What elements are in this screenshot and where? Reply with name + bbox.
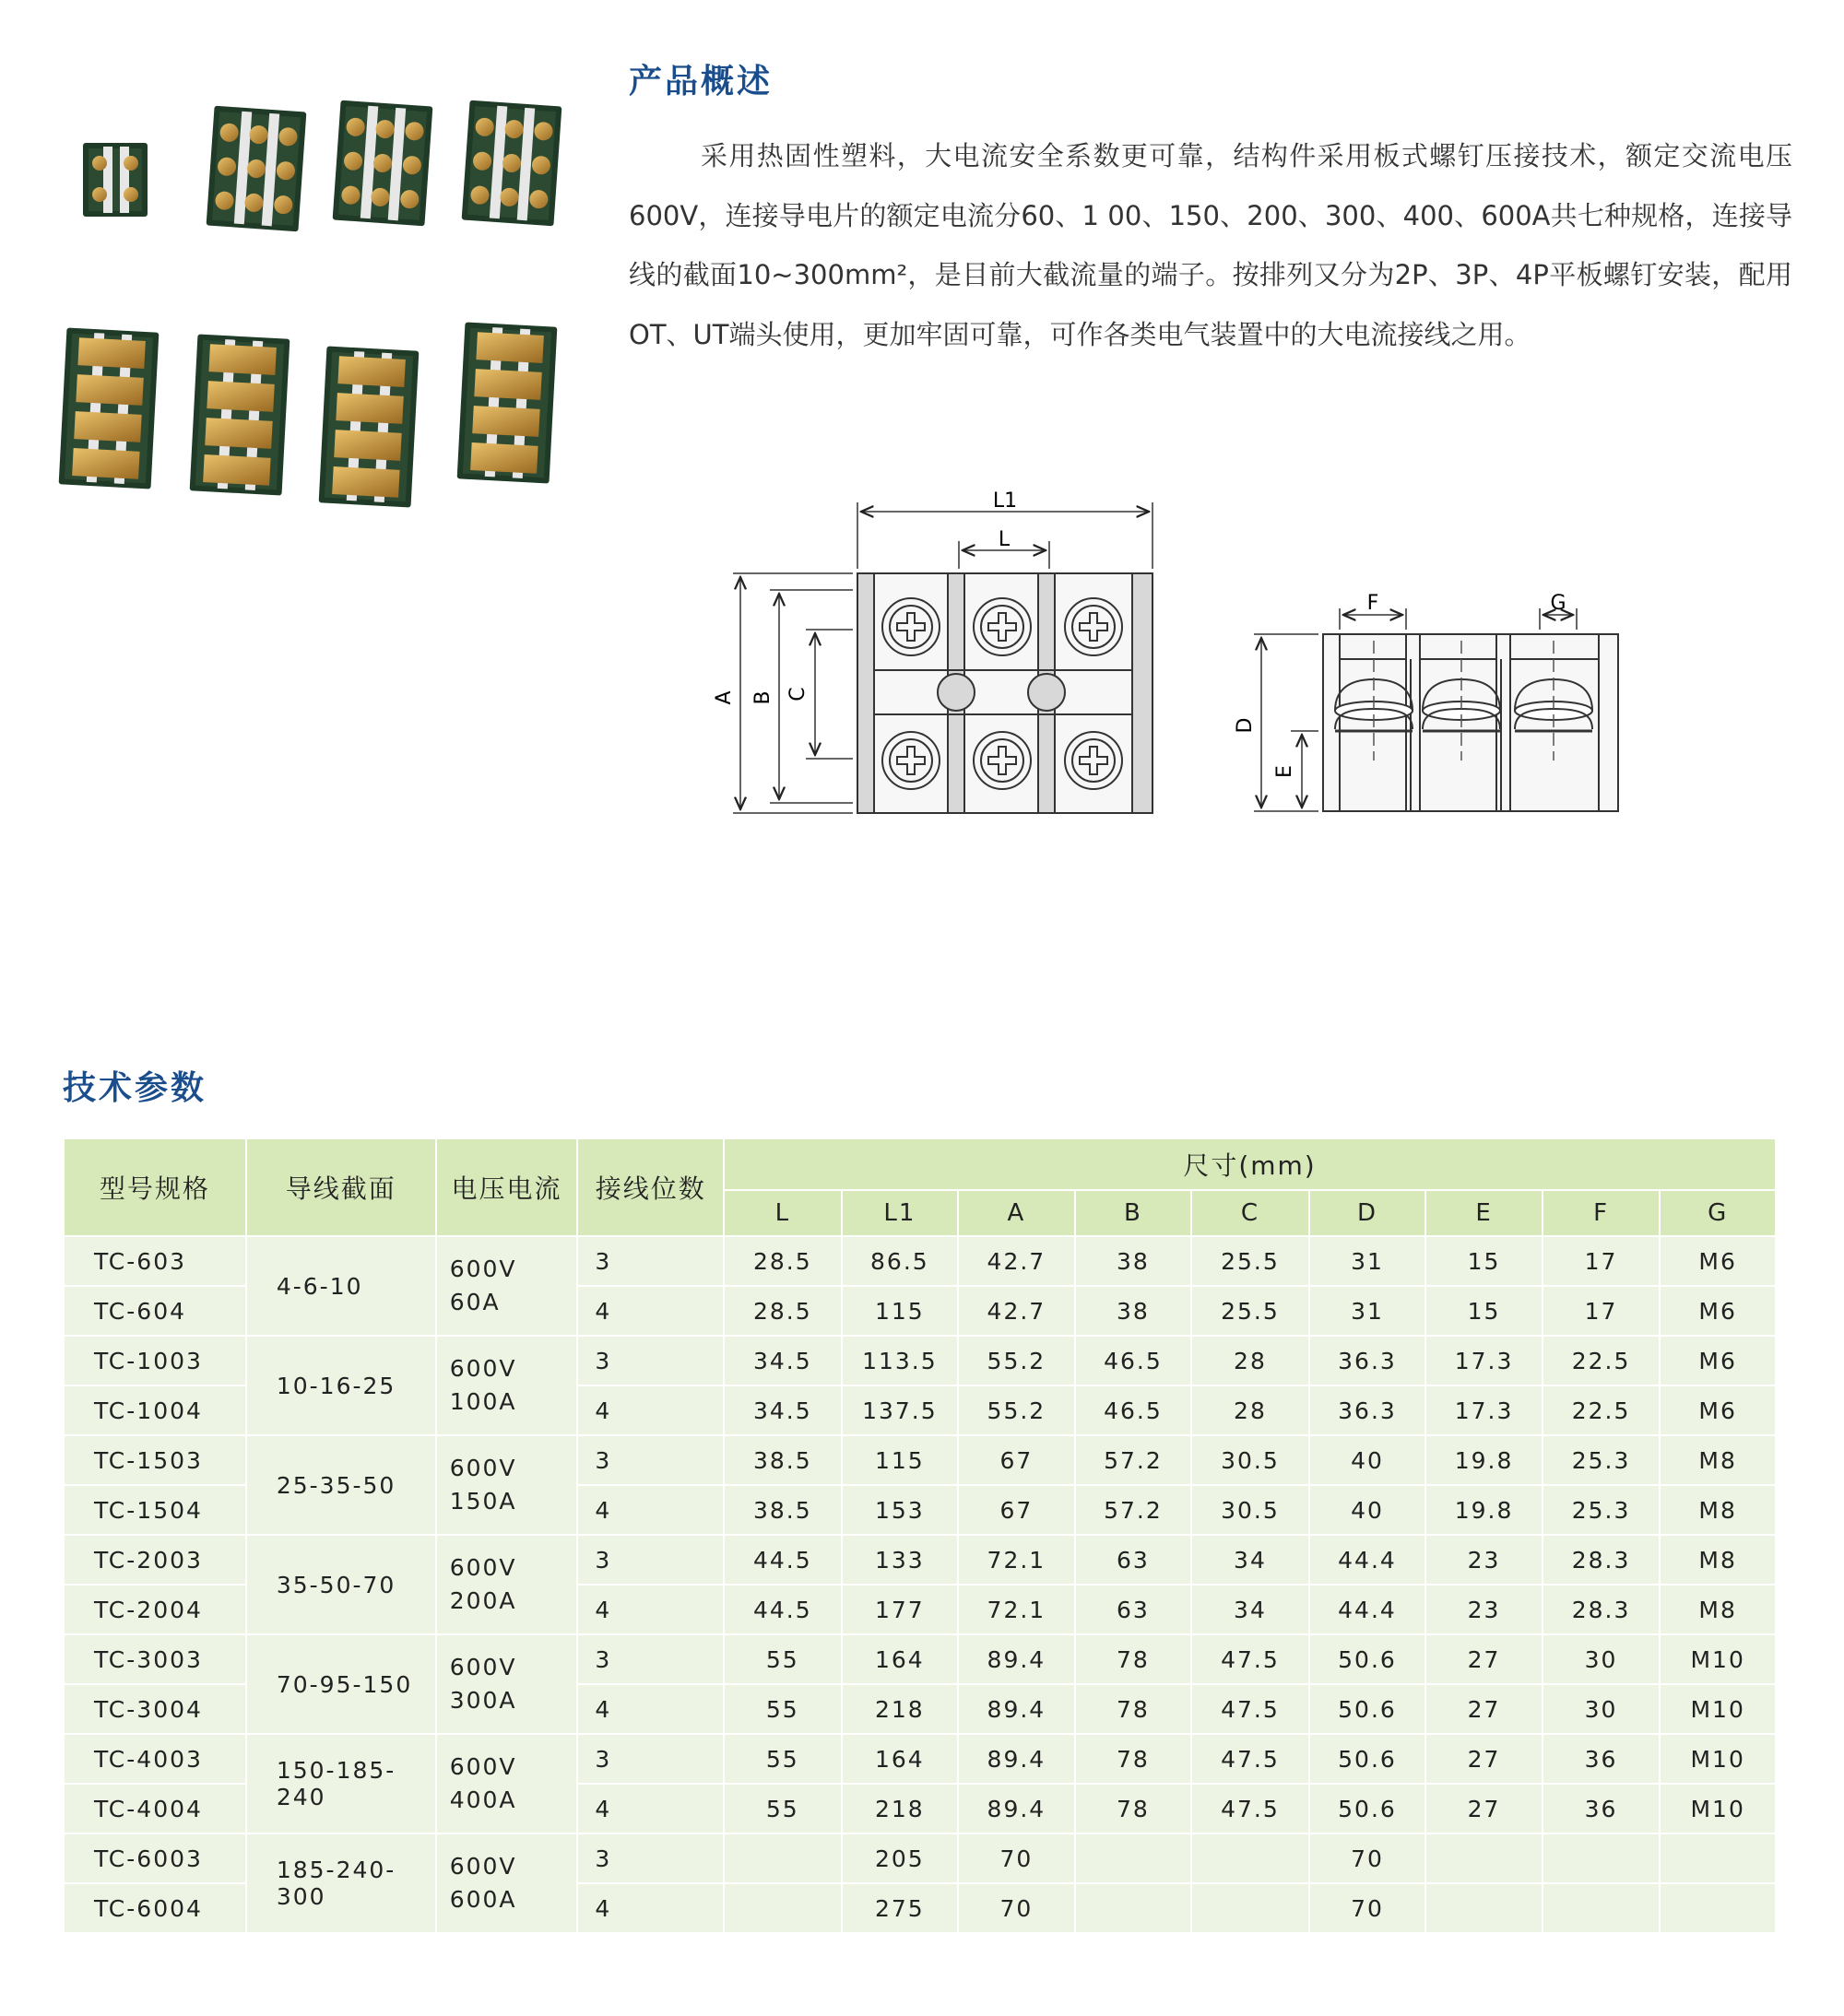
current-value: 600A	[449, 1886, 517, 1913]
dim-cell-G: M8	[1660, 1435, 1776, 1485]
label-F: F	[1366, 592, 1379, 615]
voltage-current-cell	[436, 1634, 578, 1734]
dim-cell-L1: 86.5	[842, 1236, 959, 1286]
dim-cell-G: M10	[1660, 1784, 1776, 1833]
dim-cell-B: 63	[1075, 1535, 1192, 1585]
header-dim-F: F	[1543, 1190, 1661, 1236]
current-value: 400A	[449, 1786, 517, 1813]
dim-cell-F: 36	[1543, 1784, 1661, 1833]
label-L1: L1	[992, 489, 1018, 513]
dim-cell-A: 42.7	[958, 1286, 1075, 1336]
dim-cell-G: M6	[1660, 1336, 1776, 1385]
dim-cell-F: 25.3	[1543, 1435, 1661, 1485]
dim-cell-L: 38.5	[724, 1485, 842, 1535]
dim-cell-B: 57.2	[1075, 1435, 1192, 1485]
dim-cell-L1: 218	[842, 1684, 959, 1734]
label-D: D	[1234, 717, 1257, 734]
voltage-current-cell	[436, 1535, 578, 1634]
overview-title: 产品概述	[629, 63, 774, 100]
dim-cell-A: 70	[958, 1833, 1075, 1883]
dim-cell-L: 55	[724, 1634, 842, 1684]
voltage-value: 600V	[449, 1753, 517, 1780]
dim-cell-A: 55.2	[958, 1385, 1075, 1435]
dim-cell-C: 25.5	[1191, 1236, 1309, 1286]
voltage-current-cell	[436, 1734, 578, 1833]
positions-cell: 4	[577, 1485, 724, 1535]
dim-cell-D: 36.3	[1309, 1336, 1426, 1385]
dim-cell-L1: 113.5	[842, 1336, 959, 1385]
spec-table-head	[64, 1138, 1776, 1236]
dim-cell-G: M10	[1660, 1684, 1776, 1734]
spec-table	[63, 1138, 1777, 1934]
positions-cell: 3	[577, 1236, 724, 1286]
dim-cell-G: M6	[1660, 1385, 1776, 1435]
dim-cell-L: 44.5	[724, 1585, 842, 1634]
dim-cell-A: 55.2	[958, 1336, 1075, 1385]
dim-cell-E: 17.3	[1425, 1385, 1543, 1435]
positions-cell: 3	[577, 1336, 724, 1385]
label-G: G	[1550, 592, 1566, 615]
dim-cell-L1: 133	[842, 1535, 959, 1585]
dim-cell-C: 34	[1191, 1535, 1309, 1585]
model-cell: TC-3004	[64, 1684, 246, 1734]
dim-cell-E	[1425, 1883, 1543, 1933]
dim-cell-D: 40	[1309, 1485, 1426, 1535]
dim-cell-C: 47.5	[1191, 1684, 1309, 1734]
dim-cell-A: 67	[958, 1485, 1075, 1535]
table-row	[64, 1833, 1776, 1883]
header-dim-L1: L1	[842, 1190, 959, 1236]
dim-cell-F: 28.3	[1543, 1585, 1661, 1634]
dim-cell-G: M8	[1660, 1535, 1776, 1585]
current-value: 150A	[449, 1488, 517, 1515]
dim-cell-B: 46.5	[1075, 1385, 1192, 1435]
model-cell: TC-6004	[64, 1883, 246, 1933]
dim-cell-E: 19.8	[1425, 1485, 1543, 1535]
dim-cell-G	[1660, 1833, 1776, 1883]
model-cell: TC-4003	[64, 1734, 246, 1784]
header-model: 型号规格	[64, 1138, 246, 1236]
dim-cell-A: 89.4	[958, 1634, 1075, 1684]
model-cell: TC-1003	[64, 1336, 246, 1385]
model-cell: TC-1503	[64, 1435, 246, 1485]
header-dim-C: C	[1191, 1190, 1309, 1236]
dim-cell-F: 30	[1543, 1684, 1661, 1734]
voltage-current-cell	[436, 1236, 578, 1336]
dim-cell-F: 25.3	[1543, 1485, 1661, 1535]
dim-cell-D: 50.6	[1309, 1634, 1426, 1684]
current-value: 60A	[449, 1289, 501, 1315]
dim-cell-L: 55	[724, 1734, 842, 1784]
dim-cell-E: 15	[1425, 1236, 1543, 1286]
model-cell: TC-1504	[64, 1485, 246, 1535]
voltage-value: 600V	[449, 1853, 517, 1880]
dim-cell-F	[1543, 1833, 1661, 1883]
dim-cell-L1: 177	[842, 1585, 959, 1634]
dim-cell-E: 17.3	[1425, 1336, 1543, 1385]
dim-cell-G: M8	[1660, 1585, 1776, 1634]
model-cell: TC-6003	[64, 1833, 246, 1883]
dim-cell-B	[1075, 1833, 1192, 1883]
dim-cell-D: 36.3	[1309, 1385, 1426, 1435]
dim-cell-F	[1543, 1883, 1661, 1933]
positions-cell: 4	[577, 1585, 724, 1634]
dim-cell-C: 28	[1191, 1336, 1309, 1385]
dim-cell-D: 50.6	[1309, 1684, 1426, 1734]
table-row	[64, 1435, 1776, 1485]
dim-cell-L1: 115	[842, 1435, 959, 1485]
dim-cell-F: 17	[1543, 1286, 1661, 1336]
dim-cell-A: 70	[958, 1883, 1075, 1933]
positions-cell: 3	[577, 1634, 724, 1684]
wire-section-cell: 35-50-70	[246, 1535, 436, 1634]
dim-cell-A: 89.4	[958, 1784, 1075, 1833]
dim-cell-L: 55	[724, 1784, 842, 1833]
dim-cell-F: 22.5	[1543, 1336, 1661, 1385]
dim-cell-L1: 205	[842, 1833, 959, 1883]
spec-table-body	[64, 1236, 1776, 1933]
dim-cell-C: 34	[1191, 1585, 1309, 1634]
voltage-current-cell	[436, 1833, 578, 1933]
positions-cell: 3	[577, 1734, 724, 1784]
dim-cell-L: 34.5	[724, 1385, 842, 1435]
dim-cell-L1: 218	[842, 1784, 959, 1833]
dim-cell-G: M8	[1660, 1485, 1776, 1535]
header-dim-A: A	[958, 1190, 1075, 1236]
dim-cell-E	[1425, 1833, 1543, 1883]
table-row	[64, 1236, 1776, 1286]
dim-cell-A: 42.7	[958, 1236, 1075, 1286]
dim-cell-G: M10	[1660, 1734, 1776, 1784]
dim-cell-D: 70	[1309, 1833, 1426, 1883]
dim-cell-L1: 137.5	[842, 1385, 959, 1435]
dim-cell-G: M10	[1660, 1634, 1776, 1684]
model-cell: TC-3003	[64, 1634, 246, 1684]
label-A: A	[713, 690, 736, 705]
dim-cell-L: 55	[724, 1684, 842, 1734]
dim-cell-L: 44.5	[724, 1535, 842, 1585]
wire-section-cell: 25-35-50	[246, 1435, 436, 1535]
voltage-value: 600V	[449, 1355, 517, 1382]
dim-cell-F: 17	[1543, 1236, 1661, 1286]
dim-cell-D: 31	[1309, 1286, 1426, 1336]
table-row	[64, 1734, 1776, 1784]
dim-cell-C: 28	[1191, 1385, 1309, 1435]
header-positions: 接线位数	[577, 1138, 724, 1236]
header-dim-L: L	[724, 1190, 842, 1236]
positions-cell: 4	[577, 1286, 724, 1336]
dim-cell-L1: 275	[842, 1883, 959, 1933]
dim-cell-L: 34.5	[724, 1336, 842, 1385]
dim-cell-A: 89.4	[958, 1734, 1075, 1784]
wire-section-cell: 150-185-240	[246, 1734, 436, 1833]
model-cell: TC-2004	[64, 1585, 246, 1634]
dim-cell-L: 28.5	[724, 1236, 842, 1286]
voltage-value: 600V	[449, 1554, 517, 1581]
header-wire: 导线截面	[246, 1138, 436, 1236]
dim-cell-B: 63	[1075, 1585, 1192, 1634]
dim-cell-L1: 164	[842, 1634, 959, 1684]
dim-cell-A: 72.1	[958, 1585, 1075, 1634]
positions-cell: 4	[577, 1684, 724, 1734]
dim-cell-B: 78	[1075, 1734, 1192, 1784]
dim-cell-D: 31	[1309, 1236, 1426, 1286]
positions-cell: 4	[577, 1385, 724, 1435]
voltage-value: 600V	[449, 1455, 517, 1481]
dim-cell-G: M6	[1660, 1236, 1776, 1286]
dim-cell-E: 19.8	[1425, 1435, 1543, 1485]
voltage-value: 600V	[449, 1654, 517, 1680]
dim-cell-F: 30	[1543, 1634, 1661, 1684]
dim-cell-L	[724, 1833, 842, 1883]
header-dim-D: D	[1309, 1190, 1426, 1236]
dim-cell-B: 78	[1075, 1684, 1192, 1734]
dim-cell-D: 50.6	[1309, 1784, 1426, 1833]
header-dim-E: E	[1425, 1190, 1543, 1236]
dim-cell-G	[1660, 1883, 1776, 1933]
positions-cell: 4	[577, 1883, 724, 1933]
dim-cell-B	[1075, 1883, 1192, 1933]
positions-cell: 3	[577, 1833, 724, 1883]
dim-cell-B: 38	[1075, 1236, 1192, 1286]
overview-paragraph	[629, 126, 1792, 364]
current-value: 200A	[449, 1587, 517, 1614]
header-dim-G: G	[1660, 1190, 1776, 1236]
label-C: C	[786, 687, 810, 701]
dim-cell-A: 67	[958, 1435, 1075, 1485]
dim-cell-L1: 153	[842, 1485, 959, 1535]
voltage-current-cell	[436, 1336, 578, 1435]
current-value: 100A	[449, 1388, 517, 1415]
dimension-drawing	[710, 484, 1632, 834]
dim-cell-G: M6	[1660, 1286, 1776, 1336]
product-photos	[55, 92, 599, 553]
positions-cell: 3	[577, 1535, 724, 1585]
dim-cell-B: 46.5	[1075, 1336, 1192, 1385]
dim-cell-E: 23	[1425, 1535, 1543, 1585]
positions-cell: 3	[577, 1435, 724, 1485]
dim-cell-L: 38.5	[724, 1435, 842, 1485]
label-E: E	[1273, 765, 1296, 778]
dim-cell-C: 25.5	[1191, 1286, 1309, 1336]
dim-cell-C	[1191, 1833, 1309, 1883]
dim-cell-F: 22.5	[1543, 1385, 1661, 1435]
dim-cell-C: 47.5	[1191, 1734, 1309, 1784]
wire-section-cell: 70-95-150	[246, 1634, 436, 1734]
dim-cell-L	[724, 1883, 842, 1933]
params-title: 技术参数	[63, 1069, 207, 1107]
dim-cell-L1: 164	[842, 1734, 959, 1784]
header-voltage: 电压电流	[436, 1138, 578, 1236]
label-L: L	[998, 528, 1011, 551]
dim-cell-D: 44.4	[1309, 1535, 1426, 1585]
voltage-value: 600V	[449, 1256, 517, 1282]
current-value: 300A	[449, 1687, 517, 1714]
overview-text: 采用热固性塑料，大电流安全系数更可靠，结构件采用板式螺钉压接技术，额定交流电压600V，连接导电片的额定电流分60、1 00、150、200、300、400、600A共七种规格，连接导线的截面10~300mm²，是目前大截流量的端子。按排列又分为2P、3P、4P平板螺钉安装，配用OT、UT端头使用，更加牢固可靠，可作各类电气装置中的大电流接线之用。	[629, 140, 1792, 350]
dim-cell-E: 15	[1425, 1286, 1543, 1336]
dim-cell-D: 70	[1309, 1883, 1426, 1933]
header-dim-B: B	[1075, 1190, 1192, 1236]
model-cell: TC-2003	[64, 1535, 246, 1585]
dim-cell-B: 57.2	[1075, 1485, 1192, 1535]
wire-section-cell: 185-240-300	[246, 1833, 436, 1933]
dim-cell-B: 78	[1075, 1634, 1192, 1684]
dim-cell-C: 47.5	[1191, 1634, 1309, 1684]
model-cell: TC-4004	[64, 1784, 246, 1833]
wire-section-cell: 4-6-10	[246, 1236, 436, 1336]
dim-cell-C: 30.5	[1191, 1485, 1309, 1535]
dim-cell-E: 27	[1425, 1684, 1543, 1734]
wire-section-cell: 10-16-25	[246, 1336, 436, 1435]
model-cell: TC-1004	[64, 1385, 246, 1435]
dim-cell-E: 27	[1425, 1784, 1543, 1833]
table-row	[64, 1535, 1776, 1585]
table-row	[64, 1336, 1776, 1385]
dim-cell-E: 27	[1425, 1634, 1543, 1684]
dim-cell-E: 23	[1425, 1585, 1543, 1634]
dim-cell-D: 44.4	[1309, 1585, 1426, 1634]
dim-cell-D: 40	[1309, 1435, 1426, 1485]
dim-cell-D: 50.6	[1309, 1734, 1426, 1784]
positions-cell: 4	[577, 1784, 724, 1833]
dim-cell-A: 89.4	[958, 1684, 1075, 1734]
label-B: B	[751, 690, 774, 705]
dim-cell-L: 28.5	[724, 1286, 842, 1336]
model-cell: TC-604	[64, 1286, 246, 1336]
model-cell: TC-603	[64, 1236, 246, 1286]
header-size: 尺寸(mm)	[724, 1138, 1776, 1190]
dim-cell-B: 78	[1075, 1784, 1192, 1833]
dim-cell-F: 36	[1543, 1734, 1661, 1784]
dim-cell-C: 30.5	[1191, 1435, 1309, 1485]
dim-cell-L1: 115	[842, 1286, 959, 1336]
dim-cell-B: 38	[1075, 1286, 1192, 1336]
voltage-current-cell	[436, 1435, 578, 1535]
dim-cell-C: 47.5	[1191, 1784, 1309, 1833]
table-row	[64, 1634, 1776, 1684]
dim-cell-A: 72.1	[958, 1535, 1075, 1585]
dim-cell-F: 28.3	[1543, 1535, 1661, 1585]
dim-cell-E: 27	[1425, 1734, 1543, 1784]
dim-cell-C	[1191, 1883, 1309, 1933]
